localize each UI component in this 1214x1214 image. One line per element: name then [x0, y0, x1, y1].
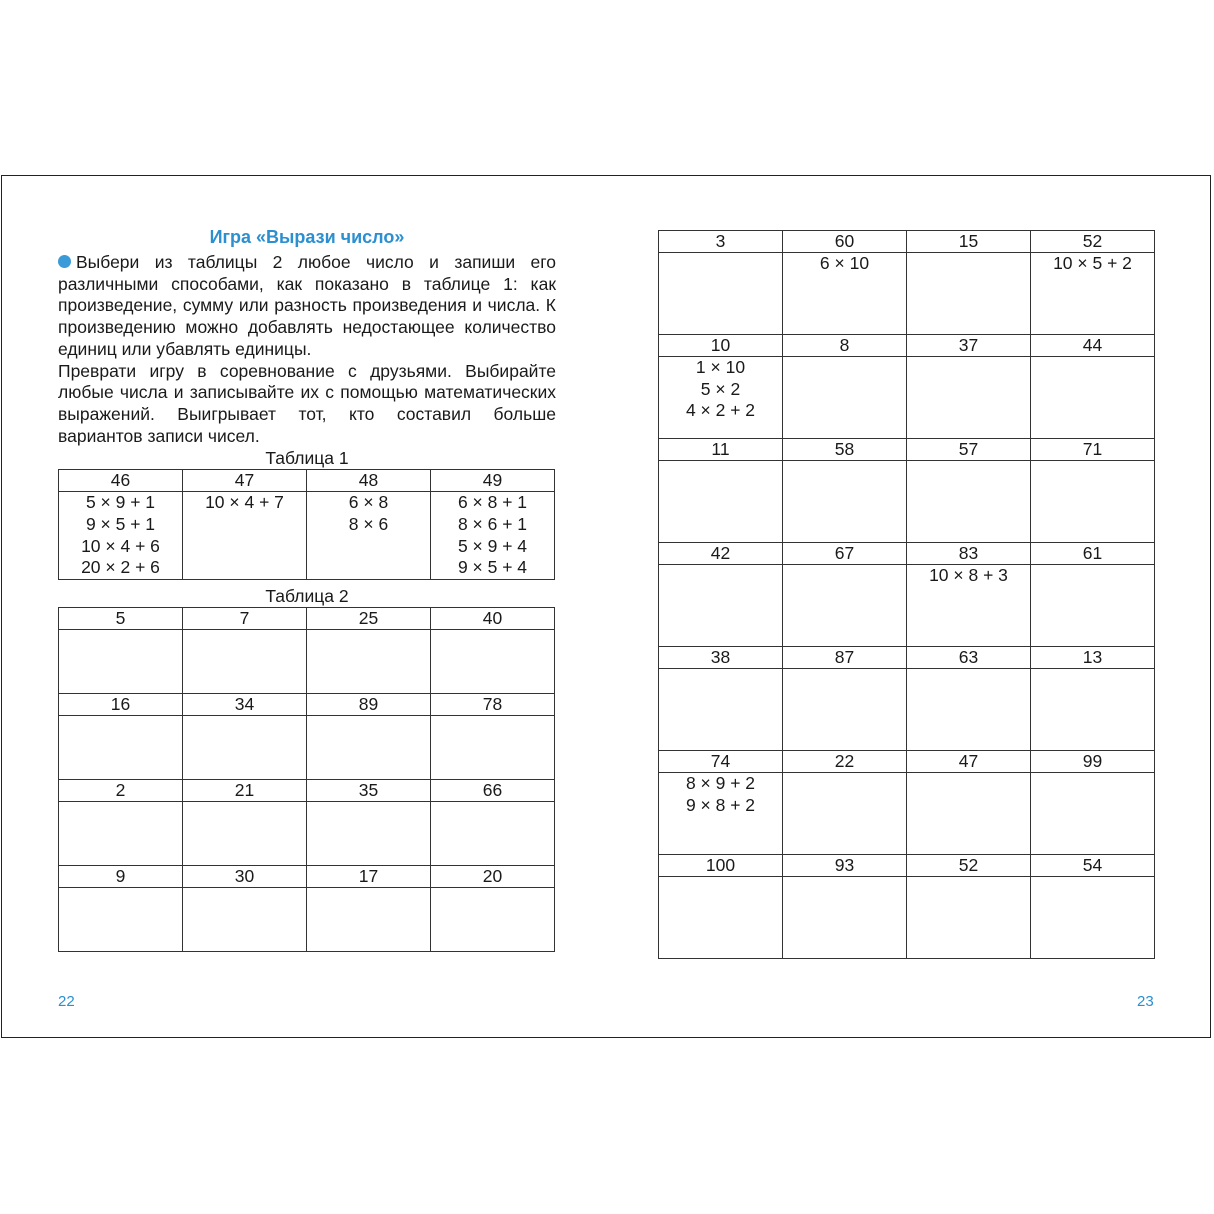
- answer-cell[interactable]: [1031, 669, 1155, 751]
- expression: 8 × 9 + 2: [685, 773, 756, 793]
- number-header: 35: [307, 780, 431, 802]
- table-row: [659, 543, 1155, 565]
- table-row: [659, 647, 1155, 669]
- answer-cell[interactable]: [659, 253, 783, 335]
- table-row: [659, 231, 1155, 253]
- answer-cell[interactable]: [907, 253, 1031, 335]
- expression: 8 × 6: [348, 514, 389, 535]
- expression: 4 × 2 + 2: [685, 400, 756, 421]
- answer-cell[interactable]: [659, 565, 783, 647]
- number-header: 15: [907, 231, 1031, 253]
- expression: 9 × 8 + 2: [685, 794, 756, 815]
- number-header: 71: [1031, 439, 1155, 461]
- table1-header: 46: [59, 470, 183, 492]
- table-row: [659, 439, 1155, 461]
- table-row: [59, 716, 555, 780]
- table2-caption: Таблица 2: [265, 586, 349, 607]
- answer-cell[interactable]: [59, 716, 183, 780]
- left-page: [58, 222, 556, 952]
- table1-header: 47: [183, 470, 307, 492]
- number-header: 61: [1031, 543, 1155, 565]
- answer-cell[interactable]: [1031, 357, 1155, 439]
- answer-cell[interactable]: [307, 716, 431, 780]
- answer-cell[interactable]: [1031, 565, 1155, 647]
- instruction-text-2: Преврати игру в соревнование с друзьями. Выбирайте любые числа и записывайте их с помощью математических выражений. Выигрывает тот, кто составил больше вариантов записи чисел.: [58, 360, 556, 446]
- number-header: 66: [431, 780, 555, 802]
- answer-cell[interactable]: [1031, 253, 1155, 335]
- expression: 6 × 8: [348, 492, 389, 513]
- table-3: [658, 230, 1155, 959]
- number-header: 83: [907, 543, 1031, 565]
- expression: 9 × 5 + 4: [457, 557, 528, 578]
- expression: 6 × 8 + 1: [457, 492, 528, 513]
- answer-cell[interactable]: [183, 802, 307, 866]
- number-header: 34: [183, 694, 307, 716]
- table1-cell[interactable]: [431, 492, 555, 580]
- table-row: [59, 888, 555, 952]
- answer-cell[interactable]: [907, 357, 1031, 439]
- number-header: 2: [59, 780, 183, 802]
- table-row: [659, 751, 1155, 773]
- number-header: 47: [907, 751, 1031, 773]
- instructions: [58, 252, 556, 447]
- answer-cell[interactable]: [307, 802, 431, 866]
- expression: 1 × 10: [695, 357, 746, 377]
- number-header: 99: [1031, 751, 1155, 773]
- table-row: [659, 669, 1155, 751]
- expression: 10 × 8 + 3: [929, 565, 1008, 585]
- answer-cell[interactable]: [783, 357, 907, 439]
- right-page: [658, 230, 1155, 959]
- answer-cell[interactable]: [431, 802, 555, 866]
- answer-cell[interactable]: [659, 773, 783, 855]
- number-header: 16: [59, 694, 183, 716]
- number-header: 78: [431, 694, 555, 716]
- answer-cell[interactable]: [907, 669, 1031, 751]
- answer-cell[interactable]: [1031, 773, 1155, 855]
- number-header: 67: [783, 543, 907, 565]
- table-row: [659, 357, 1155, 439]
- number-header: 30: [183, 866, 307, 888]
- number-header: 7: [183, 608, 307, 630]
- number-header: 13: [1031, 647, 1155, 669]
- number-header: 11: [659, 439, 783, 461]
- answer-cell[interactable]: [907, 461, 1031, 543]
- number-header: 87: [783, 647, 907, 669]
- bullet-icon: [58, 255, 71, 268]
- table1-header: 48: [307, 470, 431, 492]
- number-header: 60: [783, 231, 907, 253]
- number-header: 93: [783, 855, 907, 877]
- number-header: 57: [907, 439, 1031, 461]
- answer-cell[interactable]: [183, 888, 307, 952]
- number-header: 52: [907, 855, 1031, 877]
- expression: 20 × 2 + 6: [81, 557, 160, 578]
- answer-cell[interactable]: [783, 669, 907, 751]
- number-header: 9: [59, 866, 183, 888]
- table-row: [659, 461, 1155, 543]
- table-row: [59, 780, 555, 802]
- answer-cell[interactable]: [659, 461, 783, 543]
- expression: 10 × 4 + 7: [205, 492, 284, 513]
- answer-cell[interactable]: [783, 461, 907, 543]
- expression: 5 × 9 + 4: [457, 535, 528, 556]
- number-header: 37: [907, 335, 1031, 357]
- number-header: 44: [1031, 335, 1155, 357]
- table-1: [58, 469, 555, 580]
- number-header: 22: [783, 751, 907, 773]
- table1-cell[interactable]: [59, 492, 183, 580]
- table-row: [59, 608, 555, 630]
- number-header: 40: [431, 608, 555, 630]
- table1-header: 49: [431, 470, 555, 492]
- number-header: 20: [431, 866, 555, 888]
- number-header: 5: [59, 608, 183, 630]
- expression: 5 × 2: [700, 378, 741, 399]
- number-header: 17: [307, 866, 431, 888]
- answer-cell[interactable]: [907, 565, 1031, 647]
- answer-cell[interactable]: [307, 630, 431, 694]
- number-header: 42: [659, 543, 783, 565]
- game-title: Игра «Вырази число»: [209, 227, 405, 247]
- table-row: [659, 773, 1155, 855]
- table-row: [659, 253, 1155, 335]
- page-number-right: 23: [1137, 993, 1154, 1010]
- table1-caption: Таблица 1: [265, 448, 349, 469]
- answer-cell[interactable]: [183, 630, 307, 694]
- table-row: [659, 855, 1155, 877]
- number-header: 58: [783, 439, 907, 461]
- table-row: [659, 877, 1155, 959]
- table-row: [659, 335, 1155, 357]
- expression: 9 × 5 + 1: [85, 514, 156, 535]
- number-header: 89: [307, 694, 431, 716]
- answer-cell[interactable]: [1031, 877, 1155, 959]
- table1-cell[interactable]: [307, 492, 431, 580]
- expression: 10 × 4 + 6: [81, 535, 160, 556]
- answer-cell[interactable]: [783, 773, 907, 855]
- number-header: 38: [659, 647, 783, 669]
- answer-cell[interactable]: [307, 888, 431, 952]
- answer-cell[interactable]: [183, 716, 307, 780]
- answer-cell[interactable]: [783, 877, 907, 959]
- expression: 5 × 9 + 1: [85, 492, 156, 513]
- table-2: [58, 607, 555, 952]
- answer-cell[interactable]: [431, 716, 555, 780]
- number-header: 74: [659, 751, 783, 773]
- answer-cell[interactable]: [659, 357, 783, 439]
- table-row: [59, 802, 555, 866]
- answer-cell[interactable]: [59, 630, 183, 694]
- answer-cell[interactable]: [59, 888, 183, 952]
- answer-cell[interactable]: [907, 877, 1031, 959]
- answer-cell[interactable]: [431, 630, 555, 694]
- table-row: [659, 565, 1155, 647]
- table-row: [59, 630, 555, 694]
- expression: 10 × 5 + 2: [1053, 253, 1132, 273]
- number-header: 21: [183, 780, 307, 802]
- answer-cell[interactable]: [59, 802, 183, 866]
- number-header: 10: [659, 335, 783, 357]
- answer-cell[interactable]: [907, 773, 1031, 855]
- expression: 6 × 10: [819, 253, 870, 273]
- number-header: 3: [659, 231, 783, 253]
- page-number-left: 22: [58, 993, 75, 1010]
- table-row: [59, 866, 555, 888]
- number-header: 63: [907, 647, 1031, 669]
- table-row: [59, 694, 555, 716]
- expression: 8 × 6 + 1: [457, 514, 528, 535]
- instruction-text-1: Выбери из таблицы 2 любое число и запиши его различными способами, как показано в таблице 1: как произведение, сумму или разность произведения и числа. К произведению можно добавлять недостающее количество единиц или убавлять единицы.: [58, 252, 556, 359]
- answer-cell[interactable]: [659, 877, 783, 959]
- answer-cell[interactable]: [783, 253, 907, 335]
- number-header: 8: [783, 335, 907, 357]
- answer-cell[interactable]: [783, 565, 907, 647]
- table1-cell[interactable]: [183, 492, 307, 580]
- answer-cell[interactable]: [1031, 461, 1155, 543]
- number-header: 100: [659, 855, 783, 877]
- answer-cell[interactable]: [431, 888, 555, 952]
- number-header: 52: [1031, 231, 1155, 253]
- number-header: 25: [307, 608, 431, 630]
- number-header: 54: [1031, 855, 1155, 877]
- answer-cell[interactable]: [659, 669, 783, 751]
